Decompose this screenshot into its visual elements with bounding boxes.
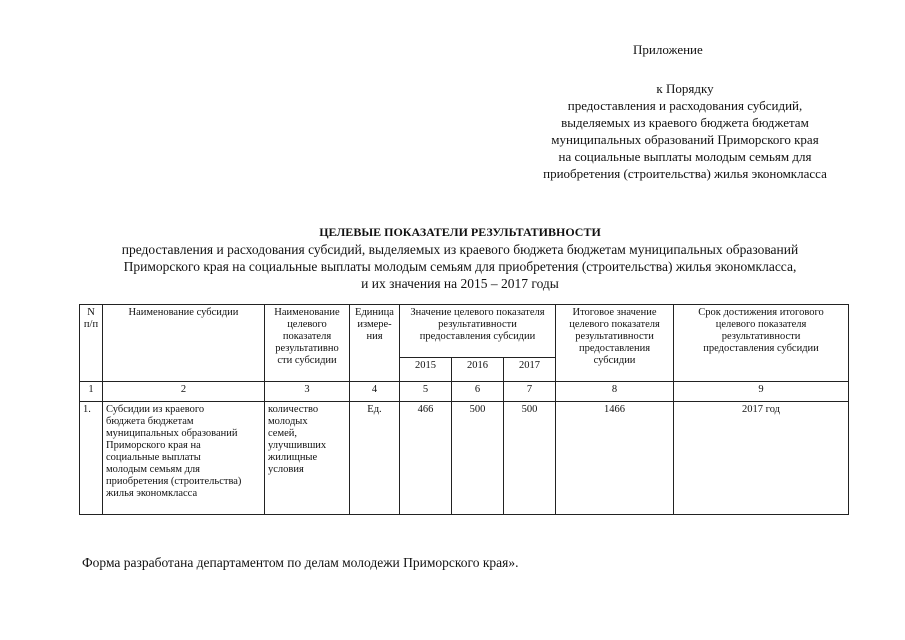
- appendix-title: Приложение: [633, 42, 703, 57]
- column-number: 6: [452, 382, 504, 402]
- header-year-2015: 2015: [400, 358, 452, 382]
- cell-num: 1.: [80, 402, 103, 515]
- header-num: N п/п: [80, 305, 103, 382]
- header-subsidy-name: Наименование субсидии: [103, 305, 265, 382]
- header-deadline: Срок достижения итогового целевого показателя результативности предоставления субсидии: [674, 305, 849, 382]
- appendix-line: выделяемых из краевого бюджета бюджетам: [561, 115, 809, 130]
- header-unit: Единица измере- ния: [350, 305, 400, 382]
- heading-sub-line: и их значения на 2015 – 2017 годы: [361, 276, 559, 291]
- appendix-lines: [495, 80, 875, 182]
- header-values-group: Значение целевого показателя результативности предоставления субсидии: [400, 305, 556, 358]
- appendix-line: муниципальных образований Приморского края: [551, 132, 819, 147]
- header-year-2016: 2016: [452, 358, 504, 382]
- heading-sub-line: предоставления и расходования субсидий, выделяемых из краевого бюджета бюджетам муниципальных образований: [121, 242, 799, 257]
- appendix-line: на социальные выплаты молодым семьям для: [558, 149, 812, 164]
- column-number: 9: [674, 382, 849, 402]
- column-number: 8: [556, 382, 674, 402]
- cell-unit: Ед.: [350, 402, 400, 515]
- appendix-line: приобретения (строительства) жилья экономкласса: [543, 166, 827, 181]
- table-row: [80, 402, 849, 515]
- cell-final-value: 1466: [556, 402, 674, 515]
- cell-deadline: 2017 год: [674, 402, 849, 515]
- footer-note: Форма разработана департаментом по делам молодежи Приморского края».: [82, 555, 519, 570]
- column-number: 1: [80, 382, 103, 402]
- cell-value-2017: 500: [504, 402, 556, 515]
- column-numbers-row: [80, 382, 849, 402]
- heading-main: ЦЕЛЕВЫЕ ПОКАЗАТЕЛИ РЕЗУЛЬТАТИВНОСТИ: [319, 225, 601, 239]
- column-number: 7: [504, 382, 556, 402]
- column-number: 2: [103, 382, 265, 402]
- targets-table: [79, 304, 849, 515]
- column-number: 4: [350, 382, 400, 402]
- appendix-line: к Порядку: [656, 81, 714, 96]
- appendix-line: предоставления и расходования субсидий,: [567, 98, 803, 113]
- header-row: [80, 305, 849, 358]
- cell-subsidy-name: Субсидии из краевого бюджета бюджетам муниципальных образований Приморского края на социальные выплаты молодым семьям для приобретения (строительства) жилья экономкласса: [103, 402, 265, 515]
- cell-value-2016: 500: [452, 402, 504, 515]
- header-final-value: Итоговое значение целевого показателя результативности предоставления субсидии: [556, 305, 674, 382]
- column-number: 3: [265, 382, 350, 402]
- cell-value-2015: 466: [400, 402, 452, 515]
- cell-indicator-name: количество молодых семей, улучшивших жилищные условия: [265, 402, 350, 515]
- header-year-2017: 2017: [504, 358, 556, 382]
- document-heading: [70, 224, 850, 292]
- column-number: 5: [400, 382, 452, 402]
- header-indicator-name: Наименование целевого показателя результативно сти субсидии: [265, 305, 350, 382]
- heading-sub-line: Приморского края на социальные выплаты молодым семьям для приобретения (строительства) жилья экономкласса,: [123, 259, 797, 274]
